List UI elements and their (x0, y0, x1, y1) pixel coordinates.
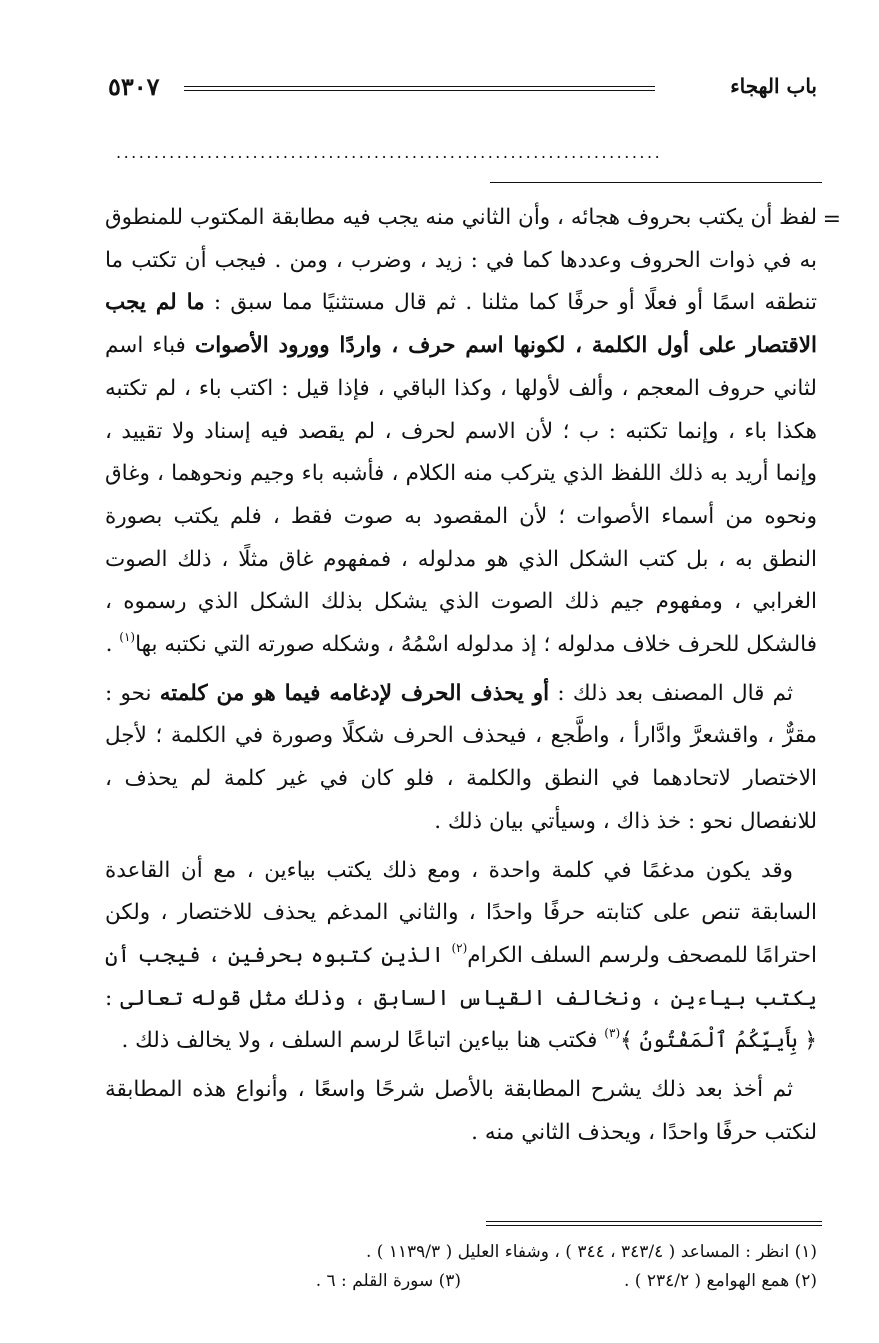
paragraph (105, 1069, 817, 1154)
footnote-ref: (١) (119, 630, 136, 645)
paragraph (105, 197, 817, 667)
text-run: لفظ أن يكتب بحروف هجائه ، وأن الثاني منه يجب فيه مطابقة المكتوب للمنطوق به في ذوات الحروف وعددها كما في : زيد ، وضرب ، ومن . فيجب أن تكتب ما تنطقه اسمًا أو فعلًا أو حرفًا كما مثلنا . ثم قال مستثنيًا مما سبق : (105, 205, 817, 316)
text-run: ثم أخذ بعد ذلك يشرح المطابقة بالأصل شرحًا واسعًا ، وأنواع هذه المطابقة لنكتب حرفًا واحدًا ، ويحذف الثاني منه . (105, 1077, 817, 1145)
quoted-text: ما لم يجب الاقتصار على أول الكلمة ، لكونها اسم حرف ، واردًا وورود الأصوات (105, 290, 817, 359)
footnote-rule (486, 1221, 822, 1226)
footnote-row (105, 1267, 817, 1296)
footnote-ref: (٣) (604, 1026, 621, 1041)
text-run: فباء اسم لثاني حروف المعجم ، وألف لأولها ، وكذا الباقي ، فإذا قيل : اكتب باء ، لم تكتبه هكذا باء ، وإنما تكتبه : ب ؛ لأن الاسم لحرف ، لم يقصد فيه إسناد ولا تقييد ، وإنما أريد به ذلك اللفظ الذي يتركب منه الكلام ، فأشبه باء وجيم ونحوهما ، وغاق ونحوه من أسماء الأصوات ؛ لأن المقصود به صوت فقط ، فلم يكتب بصورة النطق به ، بل كتب الشكل الذي هو مدلوله ، فمفهوم غاق مثلًا ، ذلك الصوت الغرابي ، ومفهوم جيم ذلك الصوت الذي يشكل بذلك الشكل الذي رسموه ، فالشكل للحرف خلاف مدلوله ؛ إذ مدلوله اسْمُهُ ، وشكله صورته التي نكتبه بها (105, 333, 817, 658)
text-run: ثم قال المصنف بعد ذلك : (549, 680, 793, 706)
footnote-3: (٣) سورة القلم : ٦ . (315, 1271, 461, 1291)
continuation-marker: = (822, 207, 841, 232)
chapter-title: باب الهجاء (730, 74, 817, 98)
main-text (105, 197, 817, 1160)
page-number: ٥٣٠٧ (108, 72, 160, 101)
footnote-2: (٢) همع الهوامع ( ٢٣٤/٢ ) . (623, 1271, 817, 1291)
text-run: فكتب هنا بياءين اتباعًا لرسم السلف ، ولا يخالف ذلك . (121, 1028, 605, 1054)
quoted-text: أو يحذف الحرف لإدغامه فيما هو من كلمته (159, 680, 550, 706)
text-run: وقد يكون مدغمًا في كلمة واحدة ، ومع ذلك يكتب بياءين ، مع أن القاعدة السابقة تنص على كتابته حرفًا واحدًا ، والثاني المدغم يحذف للاختصار ، ولكن احترامًا للمصحف ولرسم السلف الكرام (105, 857, 817, 968)
footnote-ref: (٢) (451, 940, 468, 955)
header-rule (184, 86, 655, 91)
paragraph (105, 673, 817, 844)
text-run: . (105, 632, 120, 658)
paragraph (105, 850, 817, 1064)
footnote-row (105, 1238, 817, 1267)
dotted-separator: ........................................................................ (116, 143, 663, 162)
footnote-1: (١) انظر : المساعد ( ٣٤٣/٤ ، ٣٤٤ ) ، وشفاء العليل ( ١١٣٩/٣ ) . (365, 1242, 817, 1262)
page-header (108, 74, 817, 104)
text-run: نحو : مقرٌّ ، واقشعرَّ وادَّارأ ، واطَّجع ، فيحذف الحرف شكلًا وصورة في الكلمة ؛ لأجل الاختصار لاتحادهما في النطق والكلمة ، فلو كان في غير كلمة لم يحذف ، للانفصال نحو : خذ ذاك ، وسيأتي بيان ذلك . (105, 680, 817, 834)
footnotes (105, 1238, 817, 1296)
text-run: الذين كتبوه بحرفين ، فيجب أن يكتب بياءين ، ونخالف القياس السابق ، وذلك مثل قوله تعالى : ﴿ بِأَييِّكُمُ ٱلْمَفْتُونُ ﴾ (105, 942, 817, 1054)
continuation-rule (490, 182, 822, 183)
